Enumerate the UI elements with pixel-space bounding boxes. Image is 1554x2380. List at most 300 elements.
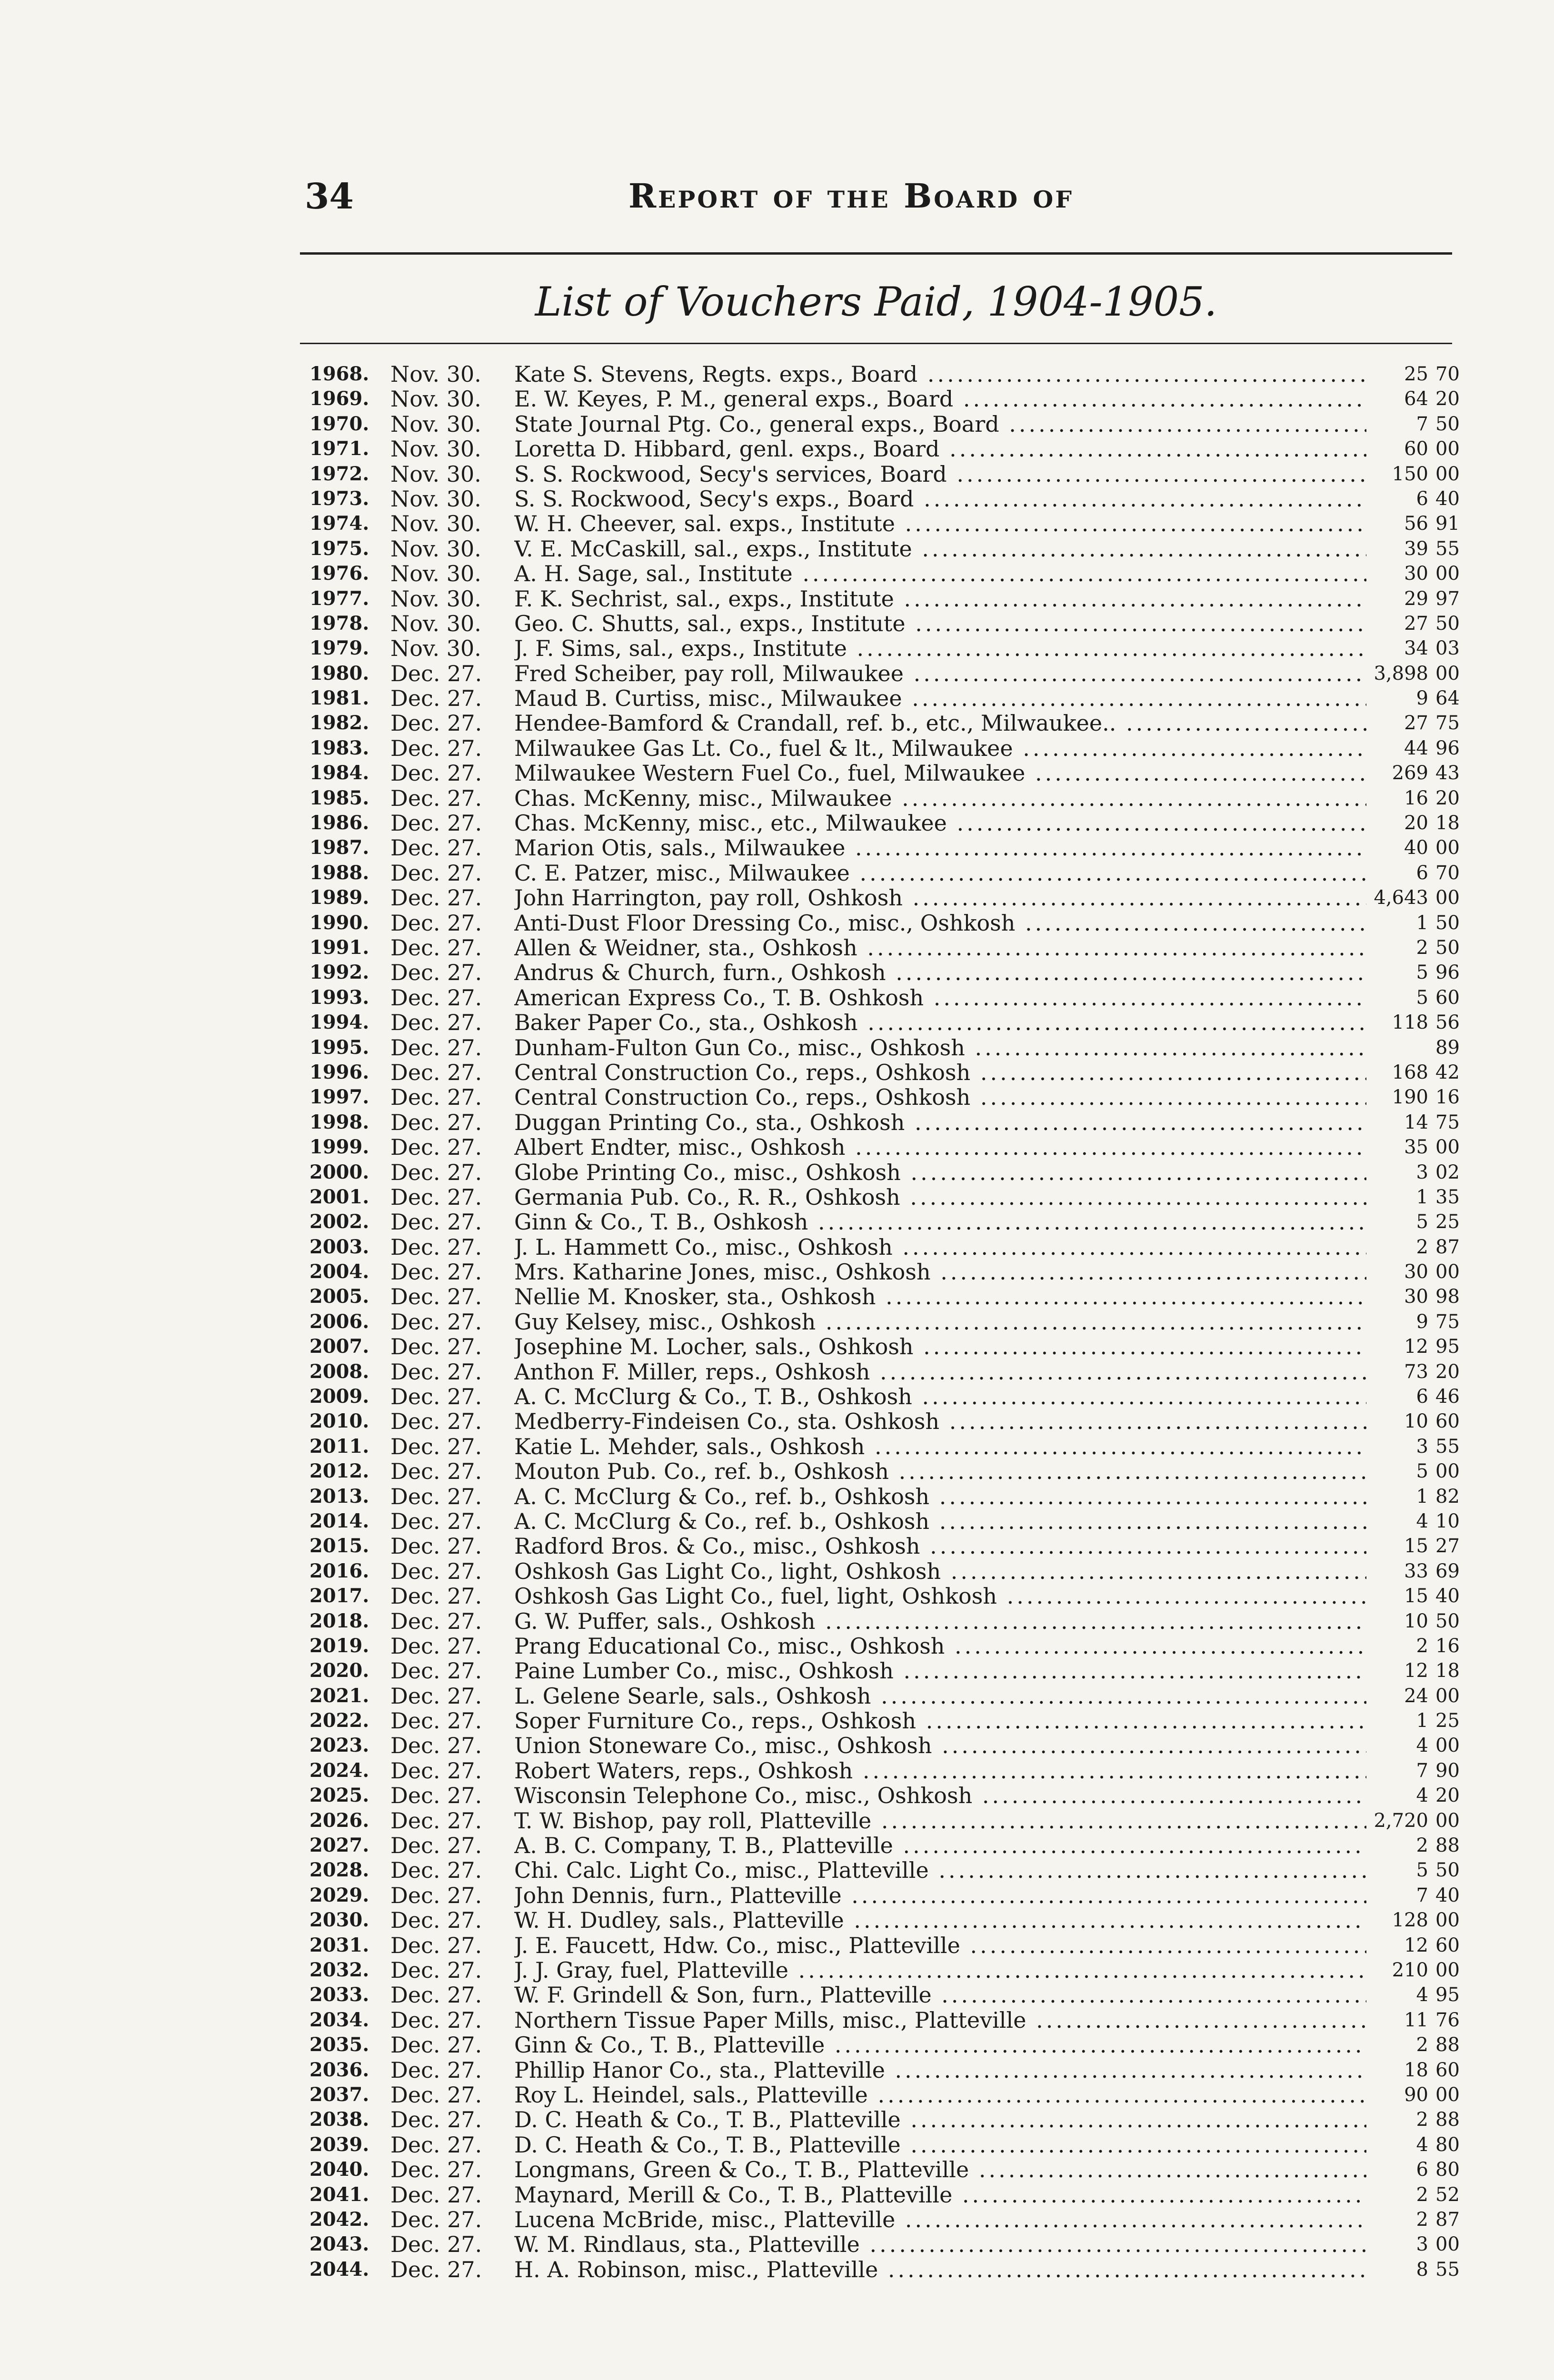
- voucher-number: 1985.: [309, 786, 369, 809]
- voucher-payee: A. C. McClurg & Co., ref. b., Oshkosh .....: [514, 1509, 1366, 1534]
- voucher-row: [305, 1533, 1460, 1559]
- voucher-row: [305, 1683, 1460, 1709]
- voucher-amount-dollars: 39: [1404, 537, 1428, 560]
- voucher-amount-cents: 27: [1435, 1535, 1460, 1557]
- voucher-amount-cents: 50: [1435, 612, 1460, 635]
- voucher-date: Dec. 27.: [390, 1433, 482, 1459]
- voucher-row: [305, 885, 1460, 911]
- voucher-amount-dollars: 1: [1416, 1710, 1428, 1732]
- voucher-amount-cents: 87: [1435, 2208, 1460, 2231]
- voucher-amount-cents: 64: [1435, 687, 1460, 710]
- voucher-row: [305, 1384, 1460, 1410]
- voucher-row: [305, 1658, 1460, 1684]
- voucher-date: Dec. 27.: [390, 1757, 482, 1784]
- voucher-amount-dollars: 10: [1404, 1610, 1428, 1632]
- voucher-amount-dollars: 4: [1416, 1735, 1428, 1757]
- voucher-amount-dollars: 15: [1404, 1535, 1428, 1557]
- voucher-row: [305, 1558, 1460, 1584]
- voucher-amount-cents: 00: [1435, 2083, 1460, 2106]
- voucher-payee: Katie L. Mehder, sals., Oshkosh .....: [514, 1434, 1366, 1459]
- voucher-payee: A. C. McClurg & Co., T. B., Oshkosh .....: [514, 1384, 1366, 1409]
- voucher-row: [305, 1783, 1460, 1809]
- voucher-date: Dec. 27.: [390, 760, 482, 786]
- voucher-number: 1998.: [309, 1111, 369, 1133]
- voucher-amount-cents: 00: [1435, 1460, 1460, 1483]
- voucher-number: 2020.: [309, 1659, 369, 1682]
- voucher-number: 2024.: [309, 1759, 369, 1782]
- voucher-amount-cents: 95: [1435, 1336, 1460, 1358]
- voucher-amount-cents: 95: [1435, 1984, 1460, 2006]
- voucher-amount-cents: 60: [1435, 2059, 1460, 2081]
- voucher-amount-cents: 55: [1435, 537, 1460, 560]
- voucher-number: 1992.: [309, 961, 369, 984]
- voucher-row: [305, 860, 1460, 886]
- voucher-payee: Milwaukee Western Fuel Co., fuel, Milwaukee .....: [514, 761, 1366, 785]
- voucher-amount-cents: 75: [1435, 712, 1460, 734]
- voucher-number: 1970.: [309, 412, 369, 435]
- voucher-payee: Duggan Printing Co., sta., Oshkosh .....: [514, 1110, 1366, 1135]
- voucher-number: 1996.: [309, 1061, 369, 1083]
- voucher-amount-dollars: 29: [1404, 587, 1428, 610]
- voucher-amount-dollars: 30: [1404, 1261, 1428, 1283]
- voucher-payee: C. E. Patzer, misc., Milwaukee .....: [514, 861, 1366, 885]
- voucher-row: [305, 1309, 1460, 1335]
- voucher-row: [305, 1184, 1460, 1210]
- voucher-date: Dec. 27.: [390, 1508, 482, 1534]
- voucher-amount-dollars: 150: [1392, 463, 1428, 485]
- voucher-payee: John Dennis, furn., Platteville .....: [514, 1883, 1366, 1908]
- voucher-payee: Radford Bros. & Co., misc., Oshkosh .....: [514, 1534, 1366, 1558]
- voucher-number: 2027.: [309, 1834, 369, 1857]
- voucher-amount-dollars: 73: [1404, 1360, 1428, 1383]
- voucher-amount-dollars: 35: [1404, 1136, 1428, 1159]
- voucher-date: Dec. 27.: [390, 1783, 482, 1809]
- voucher-amount-dollars: 90: [1404, 2083, 1428, 2106]
- voucher-payee: V. E. McCaskill, sal., exps., Institute .....: [514, 536, 1366, 561]
- voucher-amount-dollars: 168: [1392, 1061, 1428, 1083]
- voucher-amount-dollars: 5: [1416, 1211, 1428, 1233]
- voucher-date: Nov. 30.: [390, 635, 481, 662]
- voucher-payee: J. F. Sims, sal., exps., Institute .....: [514, 636, 1366, 661]
- voucher-payee: Chas. McKenny, misc., etc., Milwaukee .....: [514, 811, 1366, 835]
- voucher-number: 1994.: [309, 1011, 369, 1034]
- voucher-date: Nov. 30.: [390, 585, 481, 612]
- voucher-number: 2029.: [309, 1884, 369, 1906]
- voucher-date: Nov. 30.: [390, 610, 481, 636]
- voucher-amount-dollars: 4: [1416, 1984, 1428, 2006]
- voucher-date: Nov. 30.: [390, 436, 481, 462]
- voucher-row: [305, 934, 1460, 961]
- voucher-amount-cents: 20: [1435, 1785, 1460, 1807]
- voucher-amount-cents: 20: [1435, 1360, 1460, 1383]
- voucher-payee: Chas. McKenny, misc., Milwaukee .....: [514, 786, 1366, 811]
- voucher-row: [305, 1259, 1460, 1285]
- voucher-amount-dollars: 1: [1416, 912, 1428, 934]
- voucher-number: 2042.: [309, 2208, 369, 2231]
- voucher-payee: Ginn & Co., T. B., Oshkosh .....: [514, 1210, 1366, 1234]
- voucher-amount-cents: 18: [1435, 1660, 1460, 1682]
- voucher-number: 1983.: [309, 736, 369, 759]
- voucher-date: Dec. 27.: [390, 1932, 482, 1958]
- voucher-number: 1981.: [309, 687, 369, 710]
- voucher-date: Dec. 27.: [390, 1209, 482, 1235]
- voucher-date: Dec. 27.: [390, 2132, 482, 2158]
- voucher-date: Dec. 27.: [390, 1359, 482, 1385]
- voucher-row: [305, 585, 1460, 612]
- voucher-date: Dec. 27.: [390, 1334, 482, 1360]
- voucher-amount-dollars: 7: [1416, 413, 1428, 435]
- voucher-row: [305, 2107, 1460, 2133]
- voucher-payee: Fred Scheiber, pay roll, Milwaukee .....: [514, 661, 1366, 686]
- voucher-payee: W. F. Grindell & Son, furn., Platteville .....: [514, 1983, 1366, 2007]
- running-head: Report of the Board of: [628, 176, 1074, 216]
- voucher-number: 2018.: [309, 1609, 369, 1632]
- voucher-number: 1997.: [309, 1086, 369, 1109]
- voucher-number: 2022.: [309, 1709, 369, 1732]
- voucher-number: 2014.: [309, 1509, 369, 1532]
- voucher-number: 2039.: [309, 2133, 369, 2156]
- voucher-amount-dollars: 3,898: [1374, 662, 1428, 684]
- voucher-number: 1988.: [309, 861, 369, 884]
- voucher-row: [305, 1982, 1460, 2008]
- voucher-date: Dec. 27.: [390, 2007, 482, 2033]
- voucher-amount-cents: 20: [1435, 388, 1460, 410]
- voucher-number: 1971.: [309, 437, 369, 460]
- voucher-row: [305, 685, 1460, 712]
- voucher-amount-cents: 46: [1435, 1386, 1460, 1408]
- voucher-date: Dec. 27.: [390, 1109, 482, 1135]
- voucher-amount-cents: 98: [1435, 1286, 1460, 1308]
- voucher-row: [305, 1608, 1460, 1634]
- voucher-date: Dec. 27.: [390, 910, 482, 936]
- voucher-number: 1972.: [309, 462, 369, 485]
- voucher-date: Nov. 30.: [390, 511, 481, 537]
- voucher-amount-cents: 50: [1435, 936, 1460, 959]
- voucher-number: 2028.: [309, 1859, 369, 1882]
- voucher-row: [305, 1483, 1460, 1509]
- voucher-amount-dollars: 34: [1404, 637, 1428, 660]
- voucher-date: Dec. 27.: [390, 2107, 482, 2133]
- voucher-row: [305, 1708, 1460, 1734]
- voucher-row: [305, 1882, 1460, 1908]
- voucher-row: [305, 436, 1460, 462]
- voucher-date: Dec. 27.: [390, 660, 482, 686]
- voucher-amount-dollars: 9: [1416, 687, 1428, 710]
- voucher-amount-dollars: 40: [1404, 837, 1428, 859]
- voucher-amount-dollars: 128: [1392, 1909, 1428, 1932]
- voucher-amount-cents: 16: [1435, 1635, 1460, 1657]
- voucher-amount-dollars: 6: [1416, 862, 1428, 884]
- voucher-number: 2033.: [309, 1983, 369, 2006]
- voucher-amount-dollars: 2: [1416, 1236, 1428, 1258]
- voucher-number: 1969.: [309, 387, 369, 410]
- voucher-amount-cents: 80: [1435, 2133, 1460, 2156]
- voucher-date: Dec. 27.: [390, 1633, 482, 1659]
- voucher-amount-dollars: 9: [1416, 1310, 1428, 1333]
- voucher-amount-cents: 69: [1435, 1560, 1460, 1582]
- voucher-row: [305, 1109, 1460, 1135]
- voucher-number: 2037.: [309, 2083, 369, 2106]
- voucher-payee: A. H. Sage, sal., Institute .....: [514, 561, 1366, 586]
- voucher-amount-cents: 75: [1435, 1111, 1460, 1133]
- voucher-amount-dollars: 20: [1404, 812, 1428, 834]
- voucher-date: Nov. 30.: [390, 536, 481, 562]
- voucher-amount-cents: 00: [1435, 1261, 1460, 1283]
- voucher-amount-dollars: 3: [1416, 2233, 1428, 2256]
- voucher-amount-dollars: 27: [1404, 612, 1428, 635]
- voucher-number: 2009.: [309, 1385, 369, 1408]
- voucher-row: [305, 660, 1460, 686]
- voucher-amount-cents: 00: [1435, 2233, 1460, 2256]
- voucher-amount-cents: 97: [1435, 587, 1460, 610]
- voucher-amount-dollars: 16: [1404, 787, 1428, 809]
- voucher-amount-dollars: 1: [1416, 1186, 1428, 1208]
- voucher-number: 2002.: [309, 1210, 369, 1233]
- voucher-row: [305, 1084, 1460, 1111]
- voucher-number: 1991.: [309, 936, 369, 959]
- voucher-date: Dec. 27.: [390, 1683, 482, 1709]
- page-number: 34: [305, 176, 354, 217]
- voucher-payee: D. C. Heath & Co., T. B., Platteville .....: [514, 2107, 1366, 2132]
- voucher-payee: Kate S. Stevens, Regts. exps., Board .....: [514, 362, 1366, 387]
- voucher-amount-cents: 50: [1435, 1859, 1460, 1882]
- voucher-number: 1980.: [309, 662, 369, 684]
- voucher-date: Dec. 27.: [390, 2206, 482, 2232]
- voucher-date: Dec. 27.: [390, 860, 482, 886]
- voucher-number: 2025.: [309, 1784, 369, 1807]
- voucher-row: [305, 1234, 1460, 1260]
- voucher-payee: F. K. Sechrist, sal., exps., Institute .....: [514, 586, 1366, 611]
- voucher-amount-dollars: 2: [1416, 2109, 1428, 2131]
- voucher-number: 2017.: [309, 1585, 369, 1607]
- voucher-row: [305, 1284, 1460, 1310]
- voucher-payee: Union Stoneware Co., misc., Oshkosh .....: [514, 1733, 1366, 1758]
- voucher-date: Dec. 27.: [390, 1558, 482, 1584]
- voucher-date: Dec. 27.: [390, 1982, 482, 2008]
- voucher-amount-cents: 91: [1435, 513, 1460, 535]
- voucher-payee: Andrus & Church, furn., Oshkosh .....: [514, 960, 1366, 985]
- voucher-row: [305, 1408, 1460, 1435]
- voucher-row: [305, 1334, 1460, 1360]
- voucher-payee: Marion Otis, sals., Milwaukee .....: [514, 835, 1366, 860]
- voucher-payee: Globe Printing Co., misc., Oshkosh .....: [514, 1160, 1366, 1185]
- voucher-amount-dollars: 18: [1404, 2059, 1428, 2081]
- voucher-payee: W. H. Cheever, sal. exps., Institute .....: [514, 511, 1366, 536]
- header-rule: [300, 252, 1452, 255]
- voucher-date: Dec. 27.: [390, 1134, 482, 1160]
- voucher-amount-cents: 55: [1435, 1435, 1460, 1458]
- voucher-row: [305, 785, 1460, 811]
- voucher-date: Dec. 27.: [390, 1059, 482, 1085]
- voucher-amount-dollars: 60: [1404, 438, 1428, 460]
- voucher-row: [305, 461, 1460, 487]
- voucher-amount-cents: 88: [1435, 2034, 1460, 2056]
- voucher-number: 2023.: [309, 1734, 369, 1757]
- voucher-number: 2012.: [309, 1460, 369, 1483]
- voucher-payee: J. J. Gray, fuel, Platteville .....: [514, 1958, 1366, 1983]
- voucher-payee: Central Construction Co., reps., Oshkosh .....: [514, 1060, 1366, 1085]
- voucher-date: Dec. 27.: [390, 1807, 482, 1834]
- voucher-date: Dec. 27.: [390, 735, 482, 761]
- voucher-row: [305, 2132, 1460, 2158]
- voucher-amount-cents: 35: [1435, 1186, 1460, 1208]
- voucher-row: [305, 2206, 1460, 2232]
- voucher-amount-cents: 40: [1435, 487, 1460, 510]
- voucher-amount-dollars: 2: [1416, 2034, 1428, 2056]
- voucher-row: [305, 1209, 1460, 1235]
- voucher-row: [305, 2057, 1460, 2083]
- voucher-amount-dollars: 2: [1416, 1835, 1428, 1857]
- voucher-date: Dec. 27.: [390, 1658, 482, 1684]
- voucher-row: [305, 1757, 1460, 1784]
- voucher-date: Dec. 27.: [390, 810, 482, 836]
- voucher-amount-cents: 16: [1435, 1086, 1460, 1109]
- voucher-number: 1974.: [309, 512, 369, 535]
- voucher-amount-cents: 00: [1435, 1959, 1460, 1981]
- voucher-amount-dollars: 6: [1416, 487, 1428, 510]
- voucher-amount-cents: 25: [1435, 1710, 1460, 1732]
- voucher-date: Dec. 27.: [390, 934, 482, 961]
- voucher-number: 2016.: [309, 1559, 369, 1582]
- voucher-amount-dollars: 44: [1404, 737, 1428, 759]
- voucher-row: [305, 1059, 1460, 1085]
- voucher-amount-dollars: 2: [1416, 2208, 1428, 2231]
- voucher-date: Dec. 27.: [390, 2157, 482, 2183]
- voucher-amount-cents: 20: [1435, 787, 1460, 809]
- voucher-row: [305, 486, 1460, 512]
- voucher-date: Dec. 27.: [390, 1309, 482, 1335]
- voucher-amount-cents: 43: [1435, 762, 1460, 784]
- voucher-payee: Longmans, Green & Co., T. B., Platteville .....: [514, 2157, 1366, 2182]
- voucher-row: [305, 735, 1460, 761]
- voucher-row: [305, 1159, 1460, 1185]
- voucher-row: [305, 1010, 1460, 1036]
- voucher-payee: Mrs. Katharine Jones, misc., Oshkosh .....: [514, 1259, 1366, 1284]
- voucher-number: 2004.: [309, 1260, 369, 1283]
- voucher-payee: Central Construction Co., reps., Oshkosh .....: [514, 1085, 1366, 1110]
- voucher-row: [305, 2082, 1460, 2108]
- voucher-row: [305, 810, 1460, 836]
- voucher-row: [305, 1458, 1460, 1485]
- voucher-payee: Baker Paper Co., sta., Oshkosh .....: [514, 1010, 1366, 1035]
- voucher-payee: Albert Endter, misc., Oshkosh .....: [514, 1135, 1366, 1160]
- voucher-amount-cents: 90: [1435, 1759, 1460, 1782]
- voucher-row: [305, 1433, 1460, 1459]
- voucher-number: 1987.: [309, 836, 369, 859]
- voucher-row: [305, 1957, 1460, 1983]
- voucher-amount-dollars: 6: [1416, 1386, 1428, 1408]
- voucher-payee: W. M. Rindlaus, sta., Platteville .....: [514, 2232, 1366, 2257]
- voucher-number: 1978.: [309, 612, 369, 635]
- voucher-amount-dollars: 27: [1404, 712, 1428, 734]
- voucher-date: Dec. 27.: [390, 1234, 482, 1260]
- voucher-row: [305, 2182, 1460, 2208]
- voucher-payee: Lucena McBride, misc., Platteville .....: [514, 2207, 1366, 2232]
- voucher-amount-dollars: 5: [1416, 962, 1428, 984]
- voucher-amount-cents: 00: [1435, 563, 1460, 585]
- voucher-number: 2001.: [309, 1185, 369, 1208]
- voucher-row: [305, 960, 1460, 986]
- voucher-row: [305, 610, 1460, 636]
- voucher-date: Dec. 27.: [390, 710, 482, 736]
- voucher-date: Dec. 27.: [390, 1284, 482, 1310]
- voucher-amount-cents: 40: [1435, 1884, 1460, 1906]
- voucher-number: 2008.: [309, 1360, 369, 1383]
- voucher-amount-cents: 50: [1435, 912, 1460, 934]
- voucher-number: 1976.: [309, 562, 369, 585]
- voucher-amount-cents: 55: [1435, 2258, 1460, 2281]
- voucher-amount-dollars: 11: [1404, 2009, 1428, 2031]
- voucher-date: Dec. 27.: [390, 2082, 482, 2108]
- voucher-payee: A. B. C. Company, T. B., Platteville .....: [514, 1833, 1366, 1858]
- voucher-payee: Northern Tissue Paper Mills, misc., Platteville .....: [514, 2008, 1366, 2033]
- voucher-row: [305, 1733, 1460, 1759]
- voucher-amount-dollars: 30: [1404, 1286, 1428, 1308]
- voucher-amount-dollars: 15: [1404, 1585, 1428, 1607]
- voucher-amount-dollars: 269: [1392, 762, 1428, 784]
- voucher-amount-cents: 00: [1435, 438, 1460, 460]
- voucher-payee: S. S. Rockwood, Secy's exps., Board .....: [514, 486, 1366, 511]
- voucher-number: 1973.: [309, 487, 369, 510]
- voucher-amount-cents: 02: [1435, 1161, 1460, 1183]
- voucher-number: 2043.: [309, 2233, 369, 2256]
- voucher-amount-dollars: 33: [1404, 1560, 1428, 1582]
- document-title: List of Vouchers Paid, 1904-1905.: [535, 278, 1217, 325]
- voucher-payee: W. H. Dudley, sals., Platteville .....: [514, 1908, 1366, 1933]
- voucher-row: [305, 561, 1460, 587]
- voucher-amount-cents: 70: [1435, 363, 1460, 385]
- voucher-date: Dec. 27.: [390, 1533, 482, 1559]
- voucher-number: 1993.: [309, 986, 369, 1009]
- voucher-payee: Dunham-Fulton Gun Co., misc., Oshkosh .....: [514, 1035, 1366, 1060]
- voucher-row: [305, 835, 1460, 861]
- voucher-row: [305, 635, 1460, 662]
- voucher-number: 2006.: [309, 1310, 369, 1333]
- voucher-payee: Prang Educational Co., misc., Oshkosh .....: [514, 1634, 1366, 1658]
- voucher-number: 2038.: [309, 2108, 369, 2131]
- voucher-payee: J. E. Faucett, Hdw. Co., misc., Platteville .....: [514, 1933, 1366, 1958]
- voucher-amount-dollars: 2: [1416, 2183, 1428, 2206]
- voucher-row: [305, 710, 1460, 736]
- voucher-amount-dollars: 14: [1404, 1111, 1428, 1133]
- voucher-date: Dec. 27.: [390, 1708, 482, 1734]
- voucher-number: 1990.: [309, 911, 369, 934]
- voucher-date: Dec. 27.: [390, 960, 482, 986]
- voucher-date: Dec. 27.: [390, 2182, 482, 2208]
- voucher-amount-dollars: 12: [1404, 1336, 1428, 1358]
- voucher-amount-cents: 25: [1435, 1211, 1460, 1233]
- voucher-payee: D. C. Heath & Co., T. B., Platteville .....: [514, 2132, 1366, 2157]
- voucher-row: [305, 386, 1460, 412]
- voucher-number: 2041.: [309, 2183, 369, 2206]
- voucher-amount-cents: 40: [1435, 1585, 1460, 1607]
- voucher-payee: L. Gelene Searle, sals., Oshkosh .....: [514, 1684, 1366, 1708]
- voucher-payee: Maynard, Merill & Co., T. B., Platteville .....: [514, 2182, 1366, 2207]
- voucher-date: Nov. 30.: [390, 461, 481, 487]
- voucher-number: 2010.: [309, 1410, 369, 1433]
- voucher-date: Dec. 27.: [390, 1034, 482, 1061]
- voucher-amount-dollars: 12: [1404, 1934, 1428, 1956]
- voucher-number: 2013.: [309, 1485, 369, 1507]
- voucher-number: 2036.: [309, 2058, 369, 2081]
- voucher-date: Dec. 27.: [390, 1184, 482, 1210]
- voucher-row: [305, 511, 1460, 537]
- voucher-amount-dollars: 5: [1416, 986, 1428, 1009]
- voucher-row: [305, 361, 1460, 387]
- voucher-amount-dollars: 64: [1404, 388, 1428, 410]
- voucher-number: 2040.: [309, 2158, 369, 2181]
- voucher-amount-dollars: 118: [1392, 1012, 1428, 1034]
